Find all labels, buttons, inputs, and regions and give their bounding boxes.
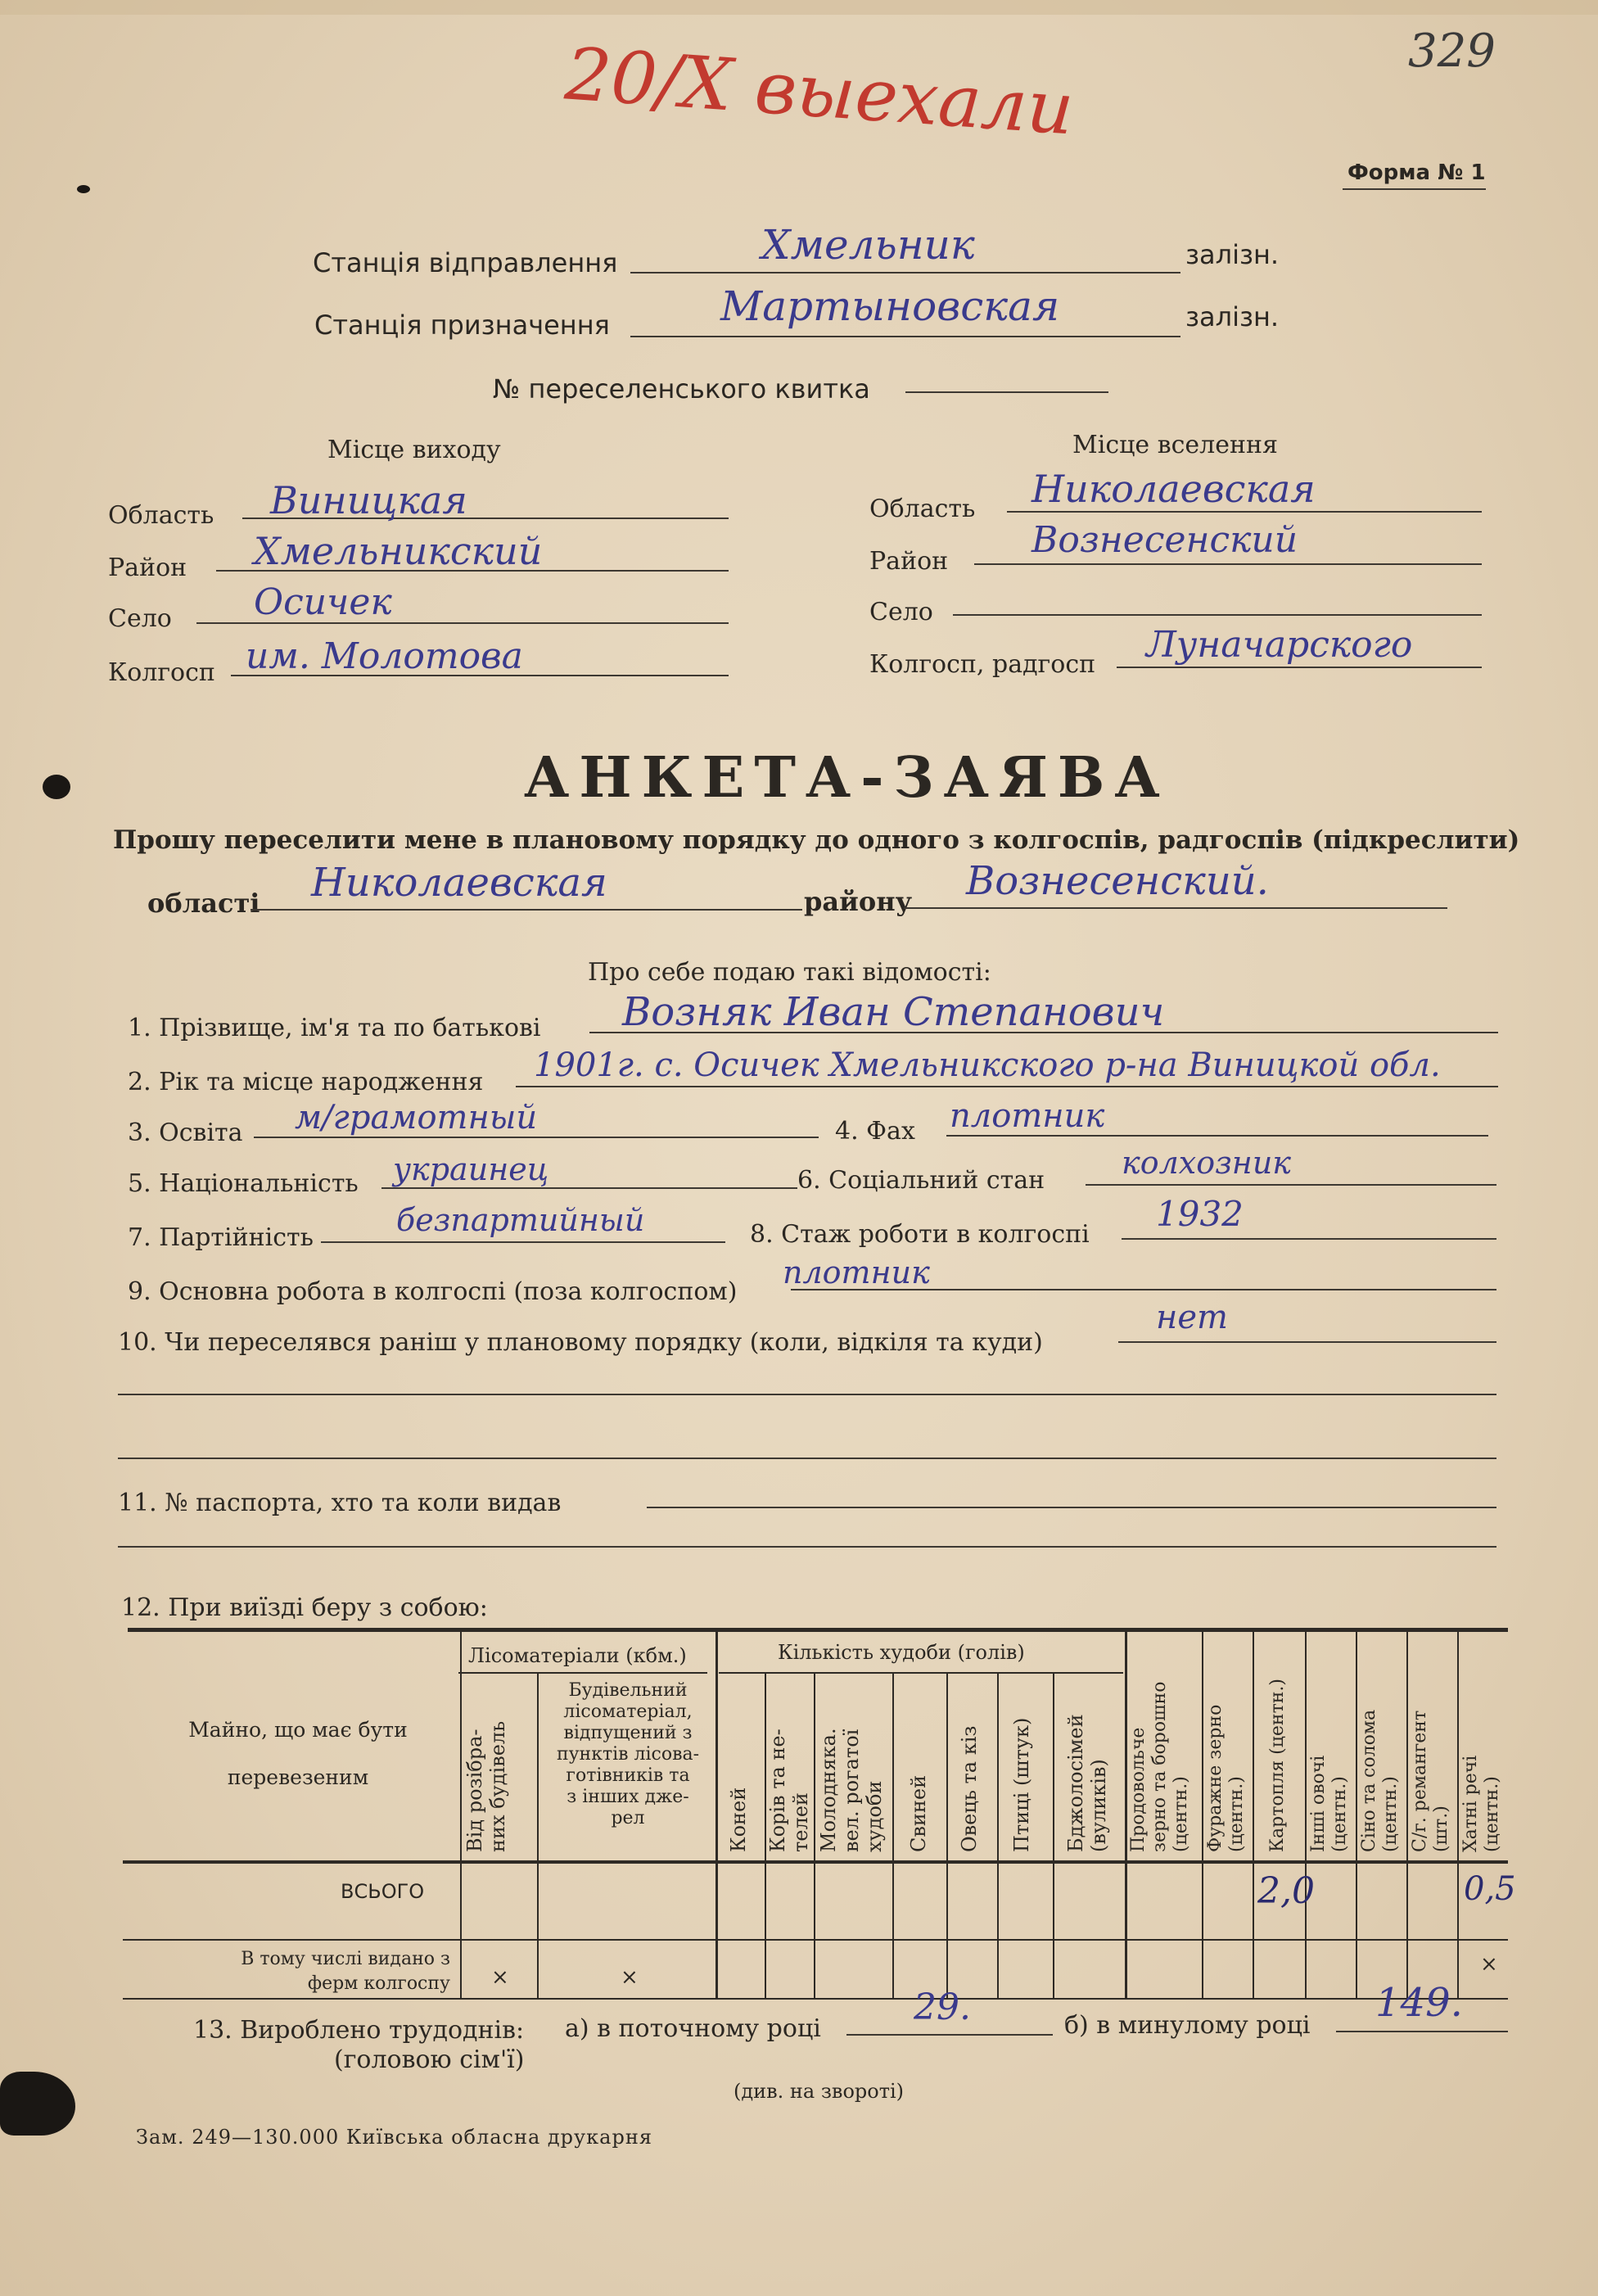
- field-7-line: [321, 1241, 725, 1243]
- col-rule: [1305, 1631, 1307, 2000]
- destination-header: Місце вселення: [1072, 431, 1278, 459]
- destination-selo-line: [953, 614, 1482, 616]
- field-12-label: 12. При виїзді беру з собою:: [121, 1593, 488, 1622]
- field-5-label: 5. Національність: [128, 1169, 359, 1198]
- col-rule: [460, 1631, 462, 2000]
- origin-oblast-value: Виницкая: [270, 478, 467, 522]
- col-header-feed-grain: Фуражне зерно (центн.): [1205, 1704, 1247, 1852]
- col-header-cows: Корів та не- телей: [766, 1729, 812, 1852]
- timber-header: Лісоматеріали (кбм.): [468, 1644, 687, 1667]
- form-number: Форма № 1: [1347, 160, 1486, 185]
- col-header-bees: Бджолосімей (вуликів): [1064, 1714, 1110, 1852]
- destination-oblast-value: Николаевская: [1031, 467, 1316, 511]
- field-6-value: колхозник: [1122, 1145, 1291, 1181]
- origin-raion-label: Район: [108, 554, 187, 582]
- request-oblast-line: [251, 909, 802, 911]
- request-raion-value: Вознесенский.: [966, 858, 1269, 904]
- origin-header: Місце виходу: [327, 436, 501, 464]
- origin-kolgosp-value: им. Молотова: [246, 635, 523, 677]
- request-text: Прошу переселити мене в плановому порядку до одного з колгоспів, радгоспів (підкреслити): [113, 825, 1520, 855]
- request-raion-label: району: [804, 886, 913, 917]
- field-3-line: [254, 1137, 819, 1138]
- origin-selo-value: Осичек: [254, 581, 392, 623]
- destination-kolgosp-value: Луначарского: [1146, 624, 1413, 666]
- col-header-potatoes: Картопля (центн.): [1267, 1679, 1288, 1852]
- col-header-poultry: Птиці (штук): [1010, 1717, 1033, 1852]
- destination-raion-line: [974, 563, 1482, 565]
- workdays-a-label: а) в поточному році: [565, 2014, 821, 2043]
- col-header-sheep: Овець та кіз: [958, 1725, 981, 1852]
- col-rule: [1125, 1631, 1127, 2000]
- col-rule: [537, 1672, 539, 2000]
- field-11-line-2: [118, 1546, 1496, 1548]
- col-header-dismantled: Від розібра- них будівель: [463, 1720, 509, 1852]
- field-2-value: 1901г. с. Осичек Хмельникского р-на Виницкой обл.: [534, 1046, 1441, 1084]
- col-header-household: Хатні речі (центн.): [1460, 1755, 1502, 1852]
- col-header-timber-issued: Будівельний лісоматеріал, відпущений з пунктів лісова- готівників та з інших дже- рел: [556, 1680, 700, 1828]
- table-group-rule-1: [458, 1672, 707, 1674]
- departure-suffix: залізн.: [1185, 239, 1280, 270]
- destination-selo-label: Село: [869, 598, 933, 626]
- field-3-value: м/грамотный: [295, 1099, 538, 1137]
- see-back-note: (див. на звороті): [734, 2080, 905, 2103]
- origin-oblast-label: Область: [108, 501, 214, 530]
- origin-raion-value: Хмельникский: [254, 529, 543, 573]
- table-row-rule: [123, 1939, 1508, 1941]
- col-header-pigs: Свиней: [907, 1774, 930, 1852]
- field-1-value: Возняк Иван Степанович: [622, 989, 1165, 1035]
- field-8-line: [1122, 1238, 1496, 1240]
- destination-station-line: [630, 336, 1180, 337]
- departure-value: Хмельник: [761, 221, 975, 269]
- form-number-underline: [1343, 188, 1486, 190]
- destination-kolgosp-label: Колгосп, радгосп: [869, 650, 1096, 679]
- col-rule: [715, 1631, 718, 2000]
- workdays-label: 13. Вироблено трудоднів:: [193, 2016, 525, 2045]
- field-5-value: украинец: [393, 1151, 549, 1187]
- request-oblast-label: області: [147, 888, 260, 919]
- field-8-value: 1932: [1156, 1194, 1244, 1234]
- workdays-sub: (головою сім'ї): [334, 2045, 525, 2074]
- field-7-value: безпартийный: [396, 1202, 645, 1238]
- destination-oblast-label: Область: [869, 495, 976, 523]
- destination-kolgosp-line: [1117, 667, 1482, 668]
- table-group-rule-2: [719, 1672, 1123, 1674]
- destination-raion-value: Вознесенский: [1031, 519, 1298, 561]
- col-rule: [1457, 1631, 1459, 2000]
- field-2-label: 2. Рік та місце народження: [128, 1068, 484, 1096]
- row-total-potatoes: 2,0: [1257, 1870, 1315, 1912]
- departure-label: Станція відправлення: [313, 247, 618, 278]
- field-10-line-3: [118, 1458, 1496, 1459]
- field-7-label: 7. Партійність: [128, 1223, 314, 1252]
- col-header-vegetables: Інші овочі (центн.): [1308, 1755, 1350, 1852]
- col-header-horses: Коней: [727, 1787, 750, 1852]
- col-rule: [997, 1672, 999, 2000]
- row-total-household: 0,5: [1464, 1870, 1516, 1908]
- field-6-line: [1086, 1184, 1496, 1186]
- printer-note: Зам. 249—130.000 Київська обласна друкарня: [136, 2126, 652, 2149]
- field-4-line: [946, 1135, 1488, 1137]
- col-rule: [1253, 1631, 1254, 2000]
- workdays-b-line: [1336, 2031, 1508, 2032]
- table-top-rule: [128, 1628, 1508, 1632]
- about-label: Про себе подаю такі відомості:: [588, 958, 991, 987]
- col-rule: [946, 1672, 948, 2000]
- field-4-value: плотник: [950, 1097, 1105, 1135]
- destination-station-suffix: залізн.: [1185, 301, 1280, 332]
- cattle-header: Кількість худоби (голів): [778, 1641, 1025, 1664]
- destination-station-value: Мартыновская: [720, 282, 1060, 330]
- field-5-line: [381, 1187, 797, 1189]
- col-rule: [1356, 1631, 1357, 2000]
- field-6-label: 6. Соціальний стан: [797, 1166, 1045, 1195]
- row-farm-cross-1: ×: [491, 1965, 509, 1990]
- row-total-label: ВСЬОГО: [341, 1880, 425, 1903]
- row-farm-cross-3: ×: [1480, 1952, 1498, 1977]
- field-10-value: нет: [1156, 1299, 1228, 1336]
- table-bottom-rule: [123, 1998, 1508, 2000]
- form-title: АНКЕТА-ЗАЯВА: [524, 745, 1170, 811]
- col-header-equipment: С/г. ремангент (шт.): [1410, 1710, 1451, 1852]
- workdays-b-label: б) в минулому році: [1064, 2011, 1311, 2040]
- col-rule: [814, 1672, 815, 2000]
- paper-edge: [0, 0, 1598, 15]
- col-rule: [892, 1672, 894, 2000]
- col-rule: [1202, 1631, 1203, 2000]
- field-2-line: [516, 1086, 1498, 1087]
- col-header-food-grain: Продовольче зерно та борошно (центн.): [1128, 1681, 1191, 1852]
- workdays-a-line: [846, 2034, 1053, 2036]
- red-annotation: 20/Х выехали: [562, 31, 1077, 151]
- request-oblast-value: Николаевская: [311, 860, 607, 906]
- field-11-line: [647, 1507, 1496, 1508]
- field-1-label: 1. Прізвище, ім'я та по батькові: [128, 1014, 541, 1042]
- paper-stain: [77, 185, 90, 193]
- field-9-label: 9. Основна робота в колгоспі (поза колгоспом): [128, 1277, 738, 1306]
- field-4-label: 4. Фах: [835, 1117, 915, 1146]
- field-3-label: 3. Освіта: [128, 1119, 243, 1147]
- row-farm-cross-2: ×: [621, 1965, 639, 1990]
- destination-station-label: Станція призначення: [314, 310, 610, 341]
- col-rule: [1053, 1672, 1054, 2000]
- origin-selo-label: Село: [108, 604, 172, 633]
- field-8-label: 8. Стаж роботи в колгоспі: [750, 1220, 1090, 1249]
- destination-raion-label: Район: [869, 547, 949, 576]
- page-number: 329: [1408, 25, 1496, 78]
- property-header: Майно, що має бути перевезеним: [188, 1718, 408, 1789]
- request-raion-line: [904, 907, 1447, 909]
- field-11-label: 11. № паспорта, хто та коли видав: [118, 1489, 562, 1517]
- ticket-label: № переселенського квитка: [493, 373, 870, 405]
- col-header-hay: Сіно та солома (центн.): [1359, 1709, 1401, 1852]
- field-9-value: плотник: [783, 1254, 930, 1290]
- field-10-line: [1118, 1341, 1496, 1343]
- col-header-young-cattle: Молодняка. вел. рогатої худоби: [817, 1728, 886, 1852]
- paper-stain: [43, 775, 70, 799]
- col-rule: [1406, 1631, 1408, 2000]
- field-10-line-2: [118, 1394, 1496, 1395]
- destination-oblast-line: [1007, 511, 1482, 513]
- row-farm-label: В тому числі видано з ферм колгоспу: [241, 1949, 450, 1994]
- ticket-line: [905, 391, 1108, 393]
- field-10-label: 10. Чи переселявся раніш у плановому порядку (коли, відкіля та куди): [118, 1328, 1043, 1357]
- departure-line: [630, 272, 1180, 273]
- table-header-bottom: [123, 1860, 1508, 1864]
- workdays-a-value: 29.: [914, 1986, 971, 2028]
- workdays-b-value: 149.: [1375, 1980, 1463, 2026]
- origin-kolgosp-label: Колгосп: [108, 658, 215, 687]
